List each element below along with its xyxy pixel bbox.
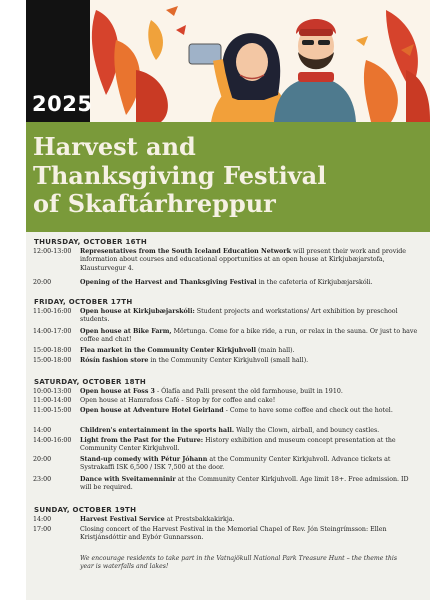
event-desc: Representatives from the South Iceland Education Network will present their work and provide information about courses and educational opportunities at an open house at Kirkjubæjarstofa, Klausturvegur 4. — [80, 248, 407, 272]
event-time: 11:00-14:00 — [33, 397, 72, 404]
day-heading-saturday: SATURDAY, OCTOBER 18TH — [34, 378, 147, 386]
title-line-2: Thanksgiving Festival — [33, 160, 327, 190]
event-desc: Harvest Festival Service at Prestsbakkakirkja. — [80, 516, 235, 523]
event-desc: Opening of the Harvest and Thanksgiving Festival in the cafeteria of Kirkjubæjarskóli. — [80, 279, 373, 286]
event-time: 14:00 — [33, 427, 52, 434]
event-time: 12:00-13:00 — [33, 248, 72, 255]
event-desc: Children's entertainment in the sports hall. Wally the Clown, airball, and bouncy castles. — [80, 427, 380, 434]
event-time: 14:00 — [33, 516, 52, 523]
event-time: 17:00 — [33, 526, 52, 533]
event-time: 10:00-13:00 — [33, 388, 72, 395]
footer-note: We encourage residents to take part in the Vatnajökull National Park Treasure Hunt – the theme this year is waterfalls and lakes! — [80, 555, 398, 571]
event-desc: Open house at Foss 3 - Ólafía and Palli present the old farmhouse, built in 1910. — [80, 388, 343, 395]
event-desc: Light from the Past for the Future: History exhibition and museum concept presentation at the Community Center Kirkjuhvoll. — [80, 437, 396, 453]
event-desc: Flea market in the Community Center Kirkjuhvoll (main hall). — [80, 347, 295, 354]
year-label: 2025 — [32, 92, 93, 116]
festival-title — [33, 133, 393, 219]
day-heading-friday: FRIDAY, OCTOBER 17TH — [34, 298, 133, 306]
title-line-3: of Skaftárhreppur — [33, 189, 276, 218]
day-heading-sunday: SUNDAY, OCTOBER 19TH — [34, 506, 137, 514]
event-time: 15:00-18:00 — [33, 357, 72, 364]
event-time: 11:00-16:00 — [33, 308, 72, 315]
event-time: 23:00 — [33, 476, 52, 483]
event-time: 14:00-17:00 — [33, 328, 72, 335]
title-line-1: Harvest and — [33, 132, 196, 161]
event-desc: Open house at Bike Farm, Mörtunga. Come for a bike ride, a run, or relax in the sauna. Or just to have coffee and chat! — [80, 328, 418, 344]
event-time: 15:00-18:00 — [33, 347, 72, 354]
event-time: 20:00 — [33, 456, 52, 463]
event-desc: Open house at Kirkjubæjarskóli: Student projects and workstations/ Art exhibition by preschool students. — [80, 308, 398, 324]
event-desc: Closing concert of the Harvest Festival in the Memorial Chapel of Rev. Jón Steingrímsson: Ellen Kristjánsdóttir and Eybór Gunnarsson. — [80, 526, 387, 542]
event-time: 20:00 — [33, 279, 52, 286]
event-desc: Open house at Hamrafoss Café - Stop by for coffee and cake! — [80, 397, 276, 404]
day-heading-thursday: THURSDAY, OCTOBER 16TH — [34, 238, 148, 246]
event-desc: Stand-up comedy with Pétur Jóhann at the Community Center Kirkjuhvoll. Advance tickets at Systrakaffi ISK 6,500 / ISK 7,500 at the door. — [80, 456, 391, 472]
event-desc: Open house at Adventure Hotel Geirland - Come to have some coffee and check out the hotel. — [80, 407, 393, 414]
event-desc: Dance with Sveitamenninir at the Community Center Kirkjuhvoll. Age limit 18+. Free admission. ID will be required. — [80, 476, 409, 492]
event-time: 14:00-16:00 — [33, 437, 72, 444]
year-badge — [26, 0, 93, 122]
event-time: 11:00-15:00 — [33, 407, 72, 414]
event-desc: Rósín fashion store in the Community Center Kirkjuhvoll (small hall). — [80, 357, 309, 364]
